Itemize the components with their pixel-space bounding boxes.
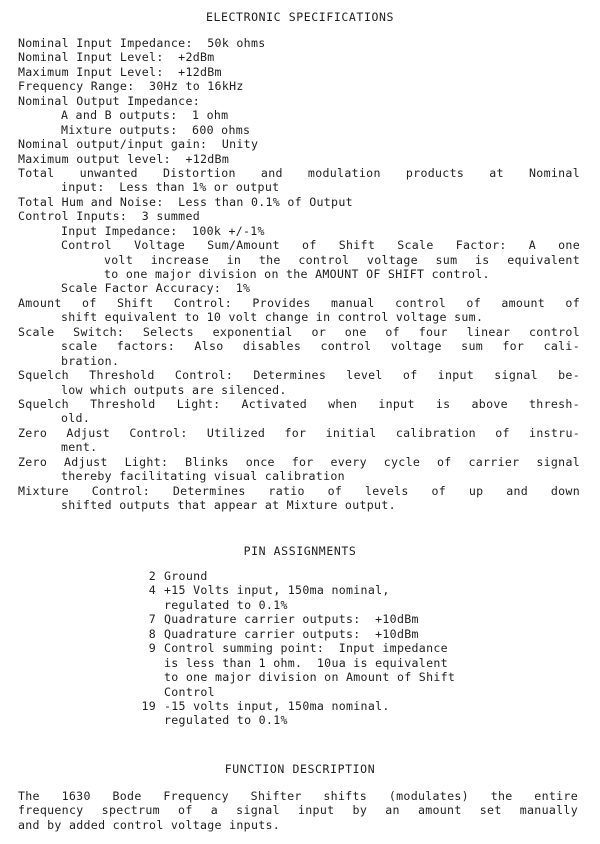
pin-description: Control (164, 684, 215, 699)
spec-line: to one major division on the AMOUNT OF SHIFT control. (104, 267, 490, 281)
spec-line: Total unwanted Distortion and modulation products at Nominal (18, 165, 580, 180)
pin-number: 2 (148, 569, 156, 583)
spec-line: ment. (61, 440, 98, 455)
pin-number-spacer (128, 598, 164, 612)
pin-number: 4 (148, 583, 156, 598)
pin-number-spacer (128, 685, 164, 699)
spec-line: Maximum output level: +12dBm (18, 151, 230, 166)
pin-description: is less than 1 ohm. 10ua is equivalent (164, 655, 448, 670)
spec-line: Nominal Input Impedance: 50k ohms (18, 36, 266, 50)
spec-line: Input Impedance: 100k +/-1% (61, 223, 265, 238)
spec-line: Nominal Output Impedance: (18, 93, 201, 108)
spec-line: Mixture outputs: 600 ohms (61, 122, 251, 137)
function-description-heading: FUNCTION DESCRIPTION (224, 762, 376, 776)
function-description-line: frequency spectrum of a signal input by an amount set manually (18, 803, 578, 818)
pin-description: -15 volts input, 150ma nominal. (164, 698, 390, 713)
spec-line: shifted outputs that appear at Mixture output. (61, 498, 396, 512)
pin-number: 7 (148, 612, 156, 627)
pin-row (128, 641, 548, 655)
spec-line: Amount of Shift Control: Provides manual control of amount of (18, 295, 580, 310)
pin-number: 9 (148, 641, 156, 656)
pin-number: 19 (141, 698, 156, 713)
spec-line: Maximum Input Level: +12dBm (18, 64, 222, 79)
pin-row (128, 627, 548, 641)
pin-assignments-heading: PIN ASSIGNMENTS (243, 544, 357, 558)
pin-row (128, 699, 548, 713)
pin-description: regulated to 0.1% (164, 713, 288, 728)
spec-line: low which outputs are silenced. (61, 382, 287, 397)
function-description-line: and by added control voltage inputs. (18, 817, 281, 832)
spec-line: Nominal Input Level: +2dBm (18, 50, 215, 65)
pin-description: to one major division on Amount of Shift (164, 670, 456, 685)
pin-number: 8 (148, 626, 156, 641)
electronic-specifications-list (18, 36, 580, 512)
pin-description: Quadrature carrier outputs: +10dBm (164, 612, 419, 627)
spec-line: old. (61, 411, 91, 426)
pin-row (128, 685, 548, 699)
spec-line: Mixture Control: Determines ratio of levels of up and down (18, 483, 580, 498)
spec-line: input: Less than 1% or output (61, 180, 280, 195)
spec-line: Control Voltage Sum/Amount of Shift Scale Factor: A one (61, 238, 580, 253)
pin-row (128, 670, 548, 684)
spec-line: Nominal output/input gain: Unity (18, 137, 259, 152)
pin-description: Ground (164, 569, 208, 583)
pin-description: Control summing point: Input impedance (164, 641, 448, 656)
spec-line: A and B outputs: 1 ohm (61, 108, 229, 123)
function-description-paragraph (18, 789, 578, 832)
spec-line: scale factors: Also disables control voltage sum for cali- (61, 339, 580, 354)
spec-line: bration. (61, 353, 120, 368)
pin-row (128, 656, 548, 670)
pin-row (128, 713, 548, 727)
function-description-line: The 1630 Bode Frequency Shifter shifts (modulates) the entire (18, 789, 578, 803)
pin-assignments-list (128, 569, 548, 728)
pin-number-spacer (128, 670, 164, 684)
pin-row (128, 569, 548, 583)
spec-line: shift equivalent to 10 volt change in control voltage sum. (61, 310, 484, 325)
spec-line: Zero Adjust Light: Blinks once for every cycle of carrier signal (18, 454, 580, 469)
spec-line: Frequency Range: 30Hz to 16kHz (18, 79, 244, 94)
spec-line: Zero Adjust Control: Utilized for initial calibration of instru- (18, 425, 580, 440)
spec-line: thereby facilitating visual calibration (61, 469, 345, 484)
spec-line: Scale Factor Accuracy: 1% (61, 281, 251, 296)
pin-description: +15 Volts input, 150ma nominal, (164, 583, 390, 598)
spec-line: Squelch Threshold Light: Activated when input is above thresh- (18, 396, 580, 411)
spec-line: Total Hum and Noise: Less than 0.1% of Output (18, 194, 353, 209)
electronic-specifications-heading: ELECTRONIC SPECIFICATIONS (205, 10, 395, 24)
pin-description: regulated to 0.1% (164, 597, 288, 612)
pin-row (128, 598, 548, 612)
pin-number-spacer (128, 713, 164, 727)
spec-line: Control Inputs: 3 summed (18, 209, 201, 224)
spec-line: Squelch Threshold Control: Determines level of input signal be- (18, 368, 580, 383)
pin-number-spacer (128, 656, 164, 670)
pin-description: Quadrature carrier outputs: +10dBm (164, 626, 419, 641)
spec-line: volt increase in the control voltage sum is equivalent (104, 252, 580, 267)
pin-row (128, 583, 548, 597)
pin-row (128, 612, 548, 626)
spec-line: Scale Switch: Selects exponential or one of four linear control (18, 324, 580, 339)
